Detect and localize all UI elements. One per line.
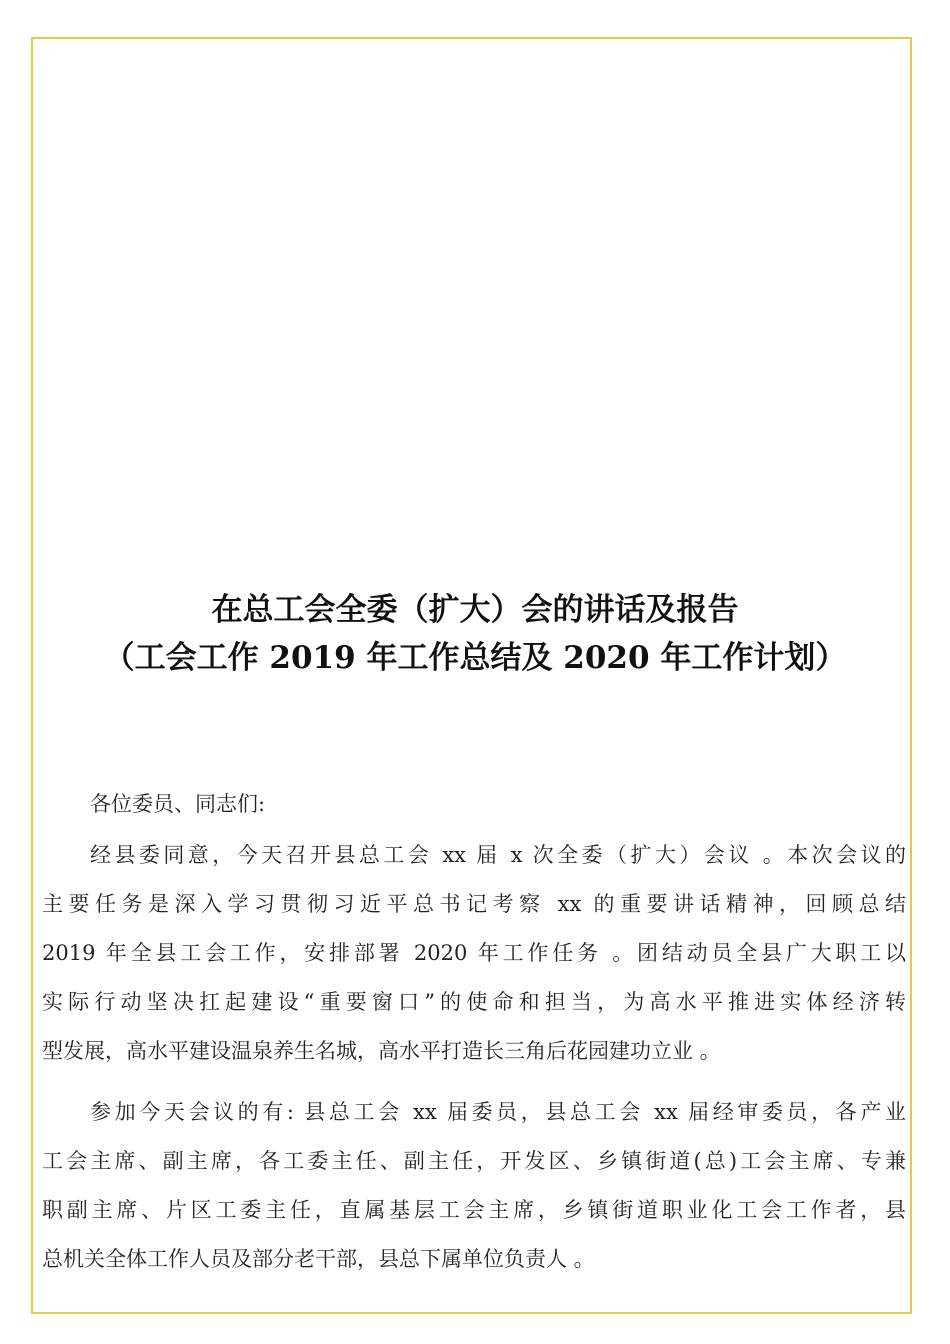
paragraph-1	[42, 831, 906, 1076]
paragraph-1-line: 实际行动坚决扛起建设“重要窗口”的使命和担当，为高水平推进实体经济转	[42, 990, 906, 1014]
paragraph-2	[42, 1088, 906, 1284]
paragraph-2-line: 参加今天会议的有: 县总工会 xx 届委员，县总工会 xx 届经审委员，各产业	[90, 1100, 906, 1124]
paragraph-2-line: 总机关全体工作人员及部分老干部，县总下属单位负责人 。	[42, 1247, 595, 1271]
paragraph-1-line: 型发展，高水平建设温泉养生名城，高水平打造长三角后花园建功立业 。	[42, 1039, 721, 1063]
title-line-2: （工会工作 2019 年工作总结及 2020 年工作计划）	[103, 640, 847, 676]
paragraph-1-line: 主要任务是深入学习贯彻习近平总书记考察 xx 的重要讲话精神，回顾总结	[42, 892, 906, 916]
paragraph-1-line: 经县委同意，今天召开县总工会 xx 届 x 次全委（扩大）会议 。本次会议的	[90, 843, 906, 867]
paragraph-1-line: 2019 年全县工会工作，安排部署 2020 年工作任务 。团结动员全县广大职工以	[42, 941, 906, 965]
title-line-1: 在总工会全委（扩大）会的讲话及报告	[211, 592, 739, 628]
salutation-paragraph	[42, 780, 906, 829]
document-title	[40, 586, 910, 682]
paragraph-2-line: 职副主席、片区工委主任，直属基层工会主席，乡镇街道职业化工会工作者，县	[42, 1198, 906, 1222]
salutation: 各位委员、同志们:	[90, 792, 266, 816]
document-body	[42, 780, 906, 1284]
paragraph-2-line: 工会主席、副主席，各工委主任、副主任，开发区、乡镇街道(总)工会主席、专兼	[42, 1149, 906, 1173]
